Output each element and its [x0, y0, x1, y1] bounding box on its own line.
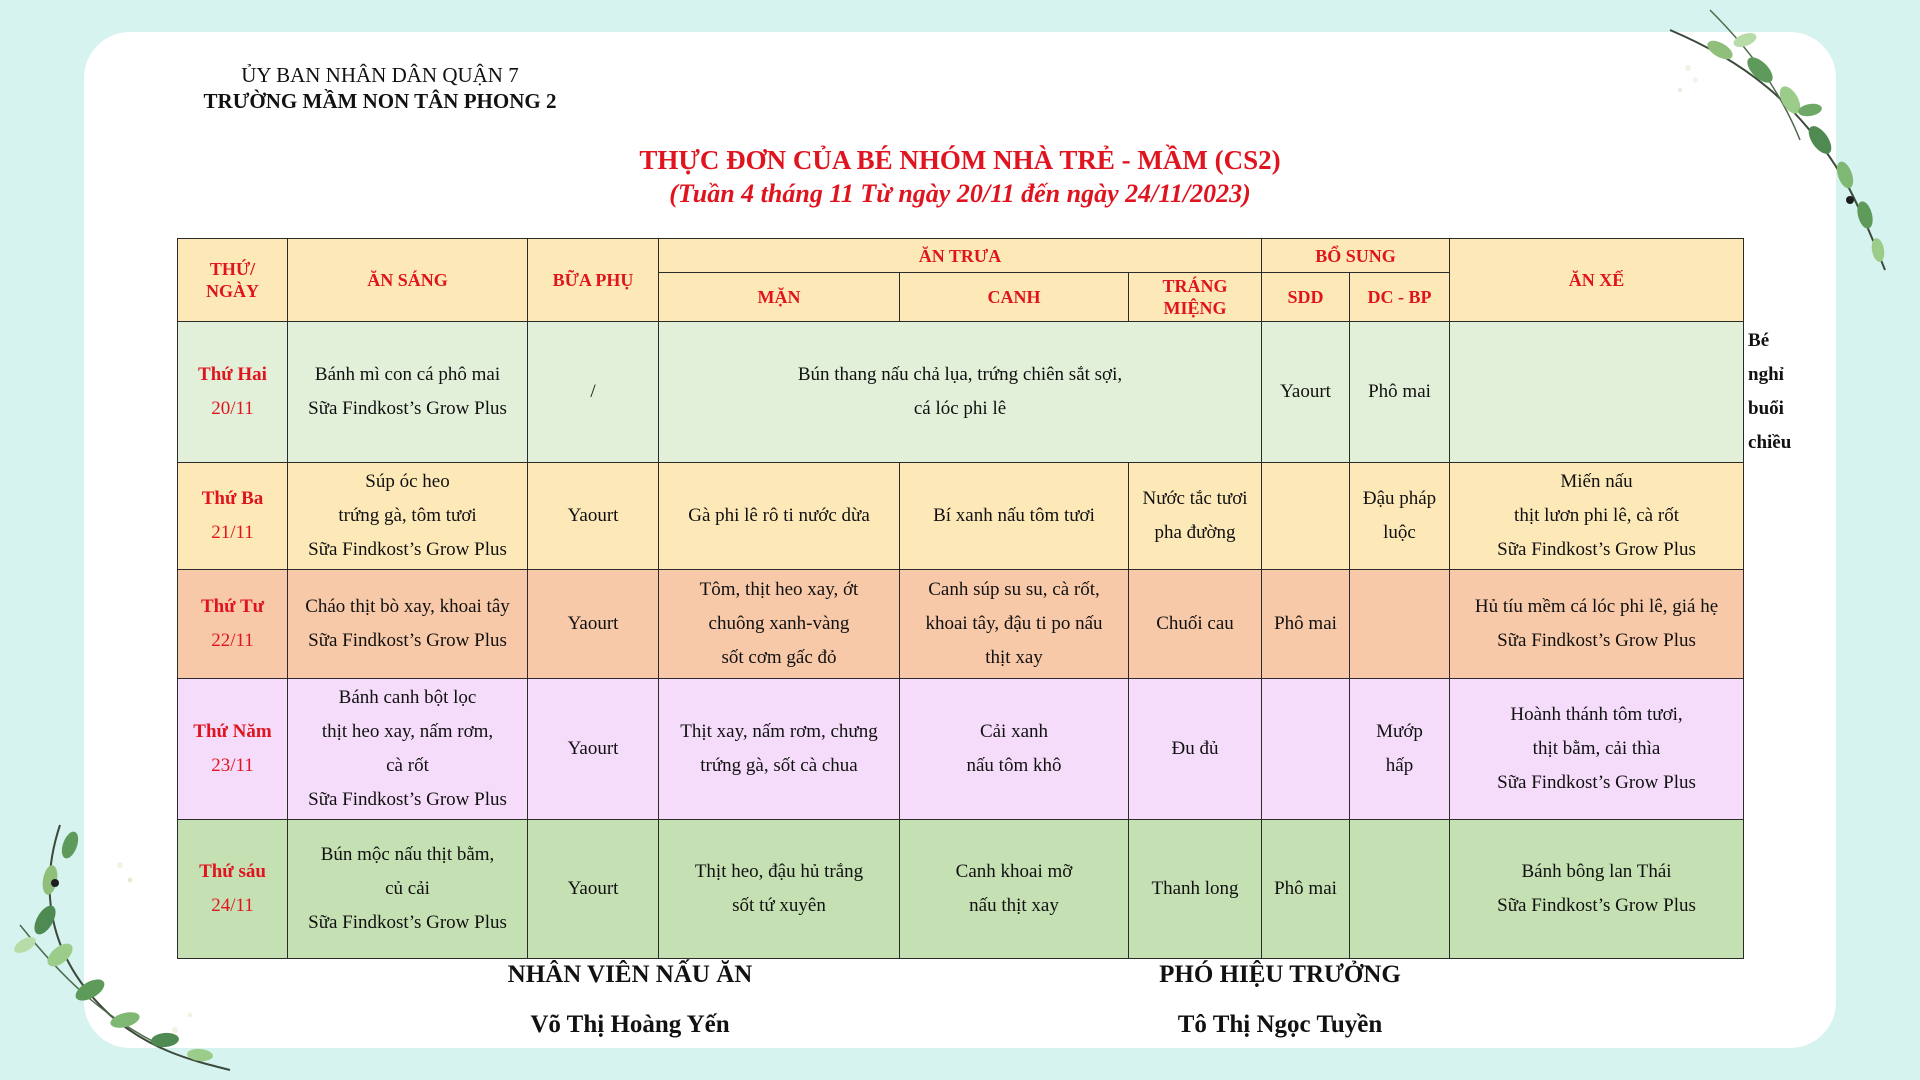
dish-line: Sữa Findkost’s Grow Plus	[308, 630, 507, 651]
header-lunch-main: MẶN	[659, 273, 900, 322]
day-name: Thứ Tư	[200, 596, 265, 617]
header-dessert-line1: TRÁNG	[1162, 276, 1228, 296]
afternoon-cell	[1450, 679, 1744, 820]
dish-line: củ cải	[385, 878, 430, 899]
vice-principal-name: Tô Thị Ngọc Tuyền	[1177, 1011, 1383, 1038]
table-row	[178, 570, 1744, 679]
dish-line: pha đường	[1154, 522, 1236, 543]
dish-line: chuông xanh-vàng	[708, 613, 850, 634]
header-snack: BỮA PHỤ	[528, 239, 659, 322]
dish-line: Canh súp su su, cà rốt,	[928, 579, 1100, 600]
dish-line: Miến nấu	[1560, 471, 1633, 492]
dish-line: Sữa Findkost’s Grow Plus	[308, 398, 507, 419]
lunch-soup-cell	[900, 679, 1129, 820]
table-row	[178, 820, 1744, 959]
day-cell	[178, 820, 288, 959]
day-name: Thứ Ba	[201, 488, 264, 509]
sdd-cell: Phô mai	[1262, 570, 1350, 679]
sdd-cell	[1262, 463, 1350, 570]
lunch-main-cell	[659, 679, 900, 820]
lunch-soup-cell	[900, 570, 1129, 679]
day-date: 22/11	[211, 630, 254, 651]
sdd-cell: Phô mai	[1262, 820, 1350, 959]
dcbp-cell	[1350, 820, 1450, 959]
dish-line: Gà phi lê rô ti nước dừa	[688, 505, 870, 526]
dish-line: khoai tây, đậu ti po nấu	[925, 613, 1103, 634]
dish-line: Chuối cau	[1156, 613, 1234, 634]
snack-cell: /	[528, 322, 659, 463]
dish-line: nấu tôm khô	[966, 755, 1062, 776]
cook-role: NHÂN VIÊN NẤU ĂN	[507, 961, 753, 988]
dessert-cell	[1129, 679, 1262, 820]
dish-line: Bánh mì con cá phô mai	[314, 364, 501, 385]
day-name: Thứ sáu	[199, 861, 266, 882]
lunch-merged-cell	[659, 322, 1262, 463]
dish-line: trứng gà, tôm tươi	[338, 505, 477, 526]
day-date: 24/11	[211, 895, 254, 916]
header-lunch-soup: CANH	[900, 273, 1129, 322]
header-day-line2: NGÀY	[206, 281, 259, 301]
dish-line: Yaourt	[1280, 381, 1331, 402]
breakfast-cell	[288, 679, 528, 820]
dish-line: trứng gà, sốt cà chua	[700, 755, 858, 776]
menu-title-block	[0, 143, 1920, 211]
dish-line: sốt cơm gấc đỏ	[721, 647, 837, 668]
dish-line: thịt xay	[985, 647, 1043, 668]
dish-line: thịt lươn phi lê, cà rốt	[1514, 505, 1679, 526]
lunch-main-cell	[659, 820, 900, 959]
cook-name: Võ Thị Hoàng Yến	[530, 1011, 730, 1038]
day-name: Thứ Năm	[193, 721, 272, 742]
school-name: TRƯỜNG MẦM NON TÂN PHONG 2	[203, 89, 557, 113]
dessert-cell	[1129, 820, 1262, 959]
header-day-line1: THỨ/	[209, 259, 256, 279]
dish-line: Sữa Findkost’s Grow Plus	[1497, 772, 1696, 793]
menu-title: THỰC ĐƠN CỦA BÉ NHÓM NHÀ TRẺ - MẦM (CS2)	[639, 145, 1281, 175]
day-cell	[178, 463, 288, 570]
header-supplement: BỔ SUNG	[1262, 239, 1450, 273]
snack-cell: Yaourt	[528, 570, 659, 679]
dish-line: Thịt heo, đậu hủ trắng	[694, 861, 864, 882]
dish-line: Sữa Findkost’s Grow Plus	[1497, 630, 1696, 651]
breakfast-cell	[288, 463, 528, 570]
sdd-cell	[1262, 679, 1350, 820]
dish-line: Sữa Findkost’s Grow Plus	[308, 912, 507, 933]
dish-line: Hủ tíu mềm cá lóc phi lê, giá hẹ	[1474, 596, 1719, 617]
header-day	[178, 239, 288, 322]
dish-line: Nước tắc tươi	[1142, 488, 1248, 509]
dessert-cell	[1262, 322, 1350, 463]
dish-line: hấp	[1385, 755, 1414, 776]
dish-line: Đậu pháp	[1362, 488, 1437, 509]
dish-line: thịt bằm, cải thìa	[1532, 738, 1661, 759]
dish-line: cá lóc phi lê	[913, 398, 1007, 419]
breakfast-cell	[288, 322, 528, 463]
dish-line: Mướp	[1376, 721, 1423, 742]
dish-line: cà rốt	[386, 755, 429, 776]
day-cell	[178, 570, 288, 679]
table-row	[178, 679, 1744, 820]
cook-signature-block	[420, 958, 840, 1042]
dish-line: Bánh bông lan Thái	[1521, 861, 1672, 882]
dish-line: sốt tứ xuyên	[732, 895, 826, 916]
dish-line: luộc	[1383, 522, 1416, 543]
breakfast-cell	[288, 570, 528, 679]
dish-line: Bánh canh bột lọc	[338, 687, 477, 708]
header-dessert	[1129, 273, 1262, 322]
dcbp-cell	[1350, 463, 1450, 570]
header-dcbp: DC - BP	[1350, 273, 1450, 322]
dcbp-cell	[1350, 679, 1450, 820]
dish-line: Tôm, thịt heo xay, ớt	[699, 579, 859, 600]
dish-line: Bí xanh nấu tôm tươi	[933, 505, 1095, 526]
school-header	[190, 62, 570, 114]
day-cell	[178, 322, 288, 463]
afternoon-cell	[1450, 463, 1744, 570]
dish-line: Cải xanh	[979, 721, 1049, 742]
header-sdd: SDD	[1262, 273, 1350, 322]
dish-line: Bún mộc nấu thịt bằm,	[320, 844, 495, 865]
day-date: 20/11	[211, 398, 254, 419]
dish-line: nấu thịt xay	[969, 895, 1059, 916]
dish-line: Sữa Findkost’s Grow Plus	[1497, 539, 1696, 560]
dish-line: Bún thang nấu chả lụa, trứng chiên sắt sợi,	[797, 364, 1123, 385]
dcbp-cell	[1350, 570, 1450, 679]
menu-subtitle: (Tuần 4 tháng 11 Từ ngày 20/11 đến ngày 24/11/2023)	[669, 179, 1251, 208]
dish-line: Đu đủ	[1171, 738, 1219, 759]
afternoon-cell	[1450, 820, 1744, 959]
dish-line: Sữa Findkost’s Grow Plus	[308, 789, 507, 810]
lunch-soup-cell	[900, 463, 1129, 570]
dish-line: Thịt xay, nấm rơm, chưng	[680, 721, 878, 742]
vice-principal-signature-block	[1080, 958, 1480, 1042]
header-lunch: ĂN TRƯA	[659, 239, 1262, 273]
sdd-cell: Phô mai	[1350, 322, 1450, 463]
dish-line: Súp óc heo	[365, 471, 450, 492]
day-cell	[178, 679, 288, 820]
dessert-cell	[1129, 570, 1262, 679]
table-row	[178, 463, 1744, 570]
dish-line: Sữa Findkost’s Grow Plus	[308, 539, 507, 560]
dish-line: Sữa Findkost’s Grow Plus	[1497, 895, 1696, 916]
lunch-main-cell	[659, 463, 900, 570]
lunch-main-cell	[659, 570, 900, 679]
weekly-menu-table	[177, 238, 1744, 959]
dish-line: Hoành thánh tôm tươi,	[1510, 704, 1683, 725]
header-afternoon: ĂN XẾ	[1450, 239, 1744, 322]
day-date: 23/11	[211, 755, 254, 776]
dish-line: Cháo thịt bò xay, khoai tây	[305, 596, 510, 617]
dish-line: Canh khoai mỡ	[955, 861, 1073, 882]
header-breakfast: ĂN SÁNG	[288, 239, 528, 322]
breakfast-cell	[288, 820, 528, 959]
agency-name: ỦY BAN NHÂN DÂN QUẬN 7	[241, 63, 519, 87]
snack-cell: Yaourt	[528, 820, 659, 959]
dish-line: thịt heo xay, nấm rơm,	[321, 721, 494, 742]
snack-cell: Yaourt	[528, 463, 659, 570]
afternoon-cell	[1450, 570, 1744, 679]
table-row	[178, 322, 1744, 463]
lunch-soup-cell	[900, 820, 1129, 959]
dcbp-cell	[1450, 322, 1744, 463]
snack-cell: Yaourt	[528, 679, 659, 820]
dessert-cell	[1129, 463, 1262, 570]
day-name: Thứ Hai	[198, 364, 267, 385]
day-date: 21/11	[211, 522, 254, 543]
dish-line: Thanh long	[1151, 878, 1239, 899]
header-dessert-line2: MIỆNG	[1163, 298, 1227, 318]
vice-principal-role: PHÓ HIỆU TRƯỞNG	[1159, 961, 1401, 988]
